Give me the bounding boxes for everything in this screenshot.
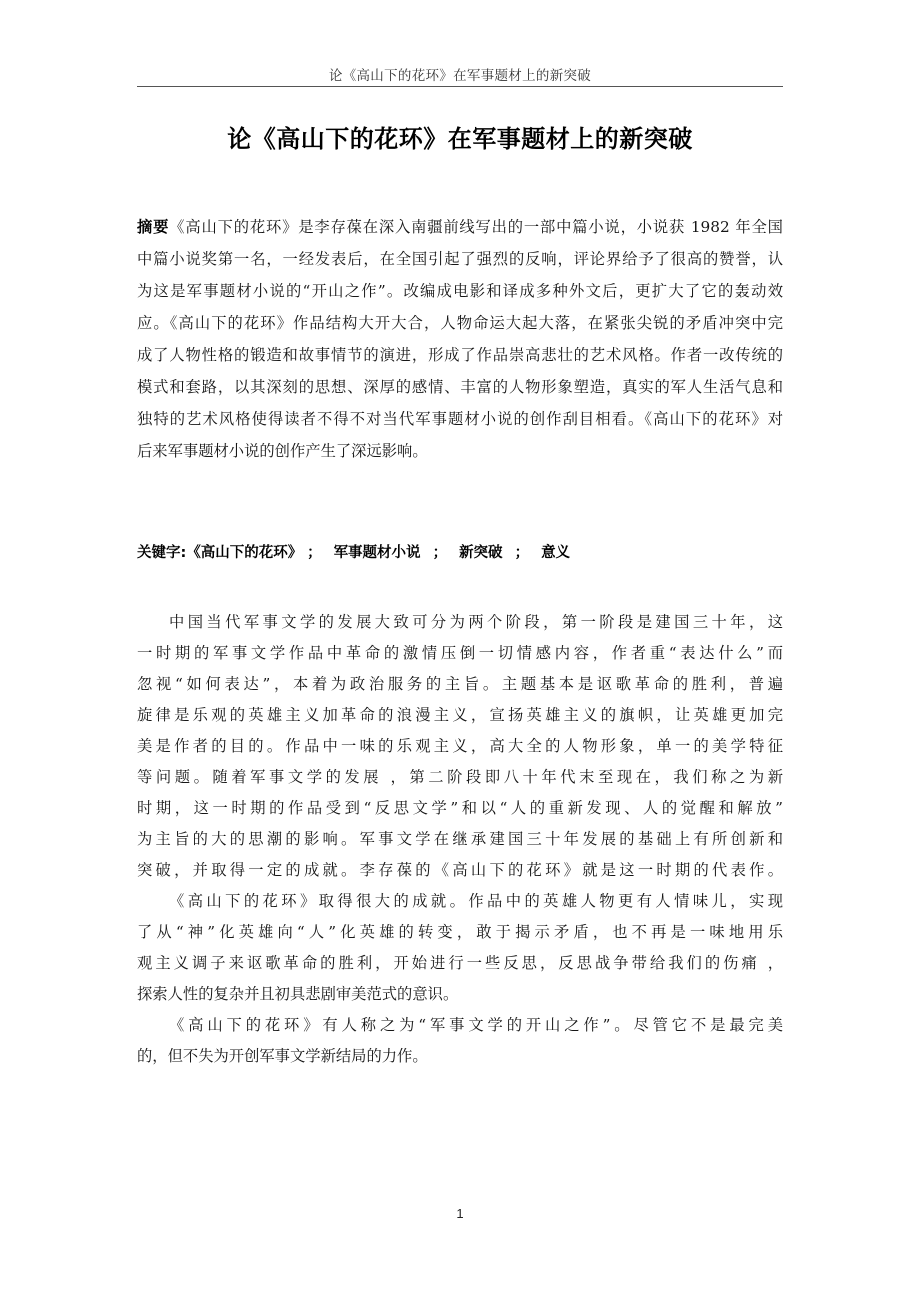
body-line: 了从“神”化英雄向“人”化英雄的转变，敢于揭示矛盾，也不再是一味地用乐 — [137, 923, 783, 941]
abstract-line: 应。《高山下的花环》作品结构大开大合，人物命运大起大落，在紧张尖锐的矛盾冲突中完 — [137, 314, 783, 332]
abstract-line: 独特的艺术风格使得读者不得不对当代军事题材小说的创作刮目相看。《高山下的花环》对 — [137, 410, 783, 428]
body-line: 探索人性的复杂并且初具悲剧审美范式的意识。 — [137, 985, 459, 1003]
header-divider — [137, 86, 783, 87]
abstract-line: 成了人物性格的锻造和故事情节的演进，形成了作品崇高悲壮的艺术风格。作者一改传统的 — [137, 346, 783, 364]
keyword-separator: ； — [432, 545, 448, 561]
keyword-separator: ； — [307, 545, 322, 561]
keywords-label: 关键字: — [137, 545, 187, 561]
body-line: 时期，这一时期的作品受到“反思文学”和以“人的重新发现、人的觉醒和解放” — [137, 799, 783, 817]
body-line: 突破，并取得一定的成就。李存葆的《高山下的花环》就是这一时期的代表作。 — [137, 861, 783, 879]
body-line: 旋律是乐观的英雄主义加革命的浪漫主义，宣扬英雄主义的旗帜，让英雄更加完 — [137, 706, 783, 724]
body-line: 中国当代军事文学的发展大致可分为两个阶段，第一阶段是建国三十年，这 — [169, 613, 783, 631]
running-header: 论《高山下的花环》在军事题材上的新突破 — [328, 68, 592, 84]
keywords-row — [137, 541, 570, 562]
body-line: 美是作者的目的。作品中一味的乐观主义，高大全的人物形象，单一的美学特征 — [137, 737, 783, 755]
abstract-line: 后来军事题材小说的创作产生了深远影响。 — [137, 442, 428, 460]
body-line: 忽视“如何表达”，本着为政治服务的主旨。主题基本是讴歌革命的胜利，普遍 — [137, 675, 783, 693]
body-line: 《高山下的花环》取得很大的成就。作品中的英雄人物更有人情味儿，实现 — [169, 892, 783, 910]
document-title: 论《高山下的花环》在军事题材上的新突破 — [227, 125, 693, 153]
keyword-item: 《高山下的花环》 — [186, 545, 296, 561]
body-line: 一时期的军事文学作品中革命的激情压倒一切情感内容，作者重“表达什么”而 — [137, 644, 783, 662]
abstract-line — [137, 215, 783, 237]
keyword-item: 意义 — [541, 545, 571, 561]
abstract-text: 《高山下的花环》是李存葆在深入南疆前线写出的一部中篇小说，小说获 1982 年全国 — [169, 218, 783, 236]
abstract-line: 模式和套路，以其深刻的思想、深厚的感情、丰富的人物形象塑造，真实的军人生活气息和 — [137, 378, 783, 396]
abstract-label: 摘要 — [137, 218, 170, 236]
abstract-line: 中篇小说奖第一名，一经发表后，在全国引起了强烈的反响，评论界给予了很高的赞誉，认 — [137, 250, 783, 268]
abstract-line: 为这是军事题材小说的“开山之作”。改编成电影和译成多种外文后，更扩大了它的轰动效 — [137, 282, 783, 300]
body-line: 的，但不失为开创军事文学新结局的力作。 — [137, 1047, 428, 1065]
body-line: 观主义调子来讴歌革命的胜利，开始进行一些反思，反思战争带给我们的伤痛 ， — [137, 954, 783, 972]
body-line: 为主旨的大的思潮的影响。军事文学在继承建国三十年发展的基础上有所创新和 — [137, 830, 783, 848]
keyword-item: 新突破 — [459, 545, 503, 561]
keyword-item: 军事题材小说 — [333, 545, 421, 561]
keyword-separator: ； — [514, 545, 530, 561]
body-line: 《高山下的花环》有人称之为“军事文学的开山之作”。尽管它不是最完美 — [169, 1016, 783, 1034]
page-number: 1 — [456, 1206, 464, 1221]
body-line: 等问题。随着军事文学的发展 ，第二阶段即八十年代末至现在，我们称之为新 — [137, 768, 783, 786]
